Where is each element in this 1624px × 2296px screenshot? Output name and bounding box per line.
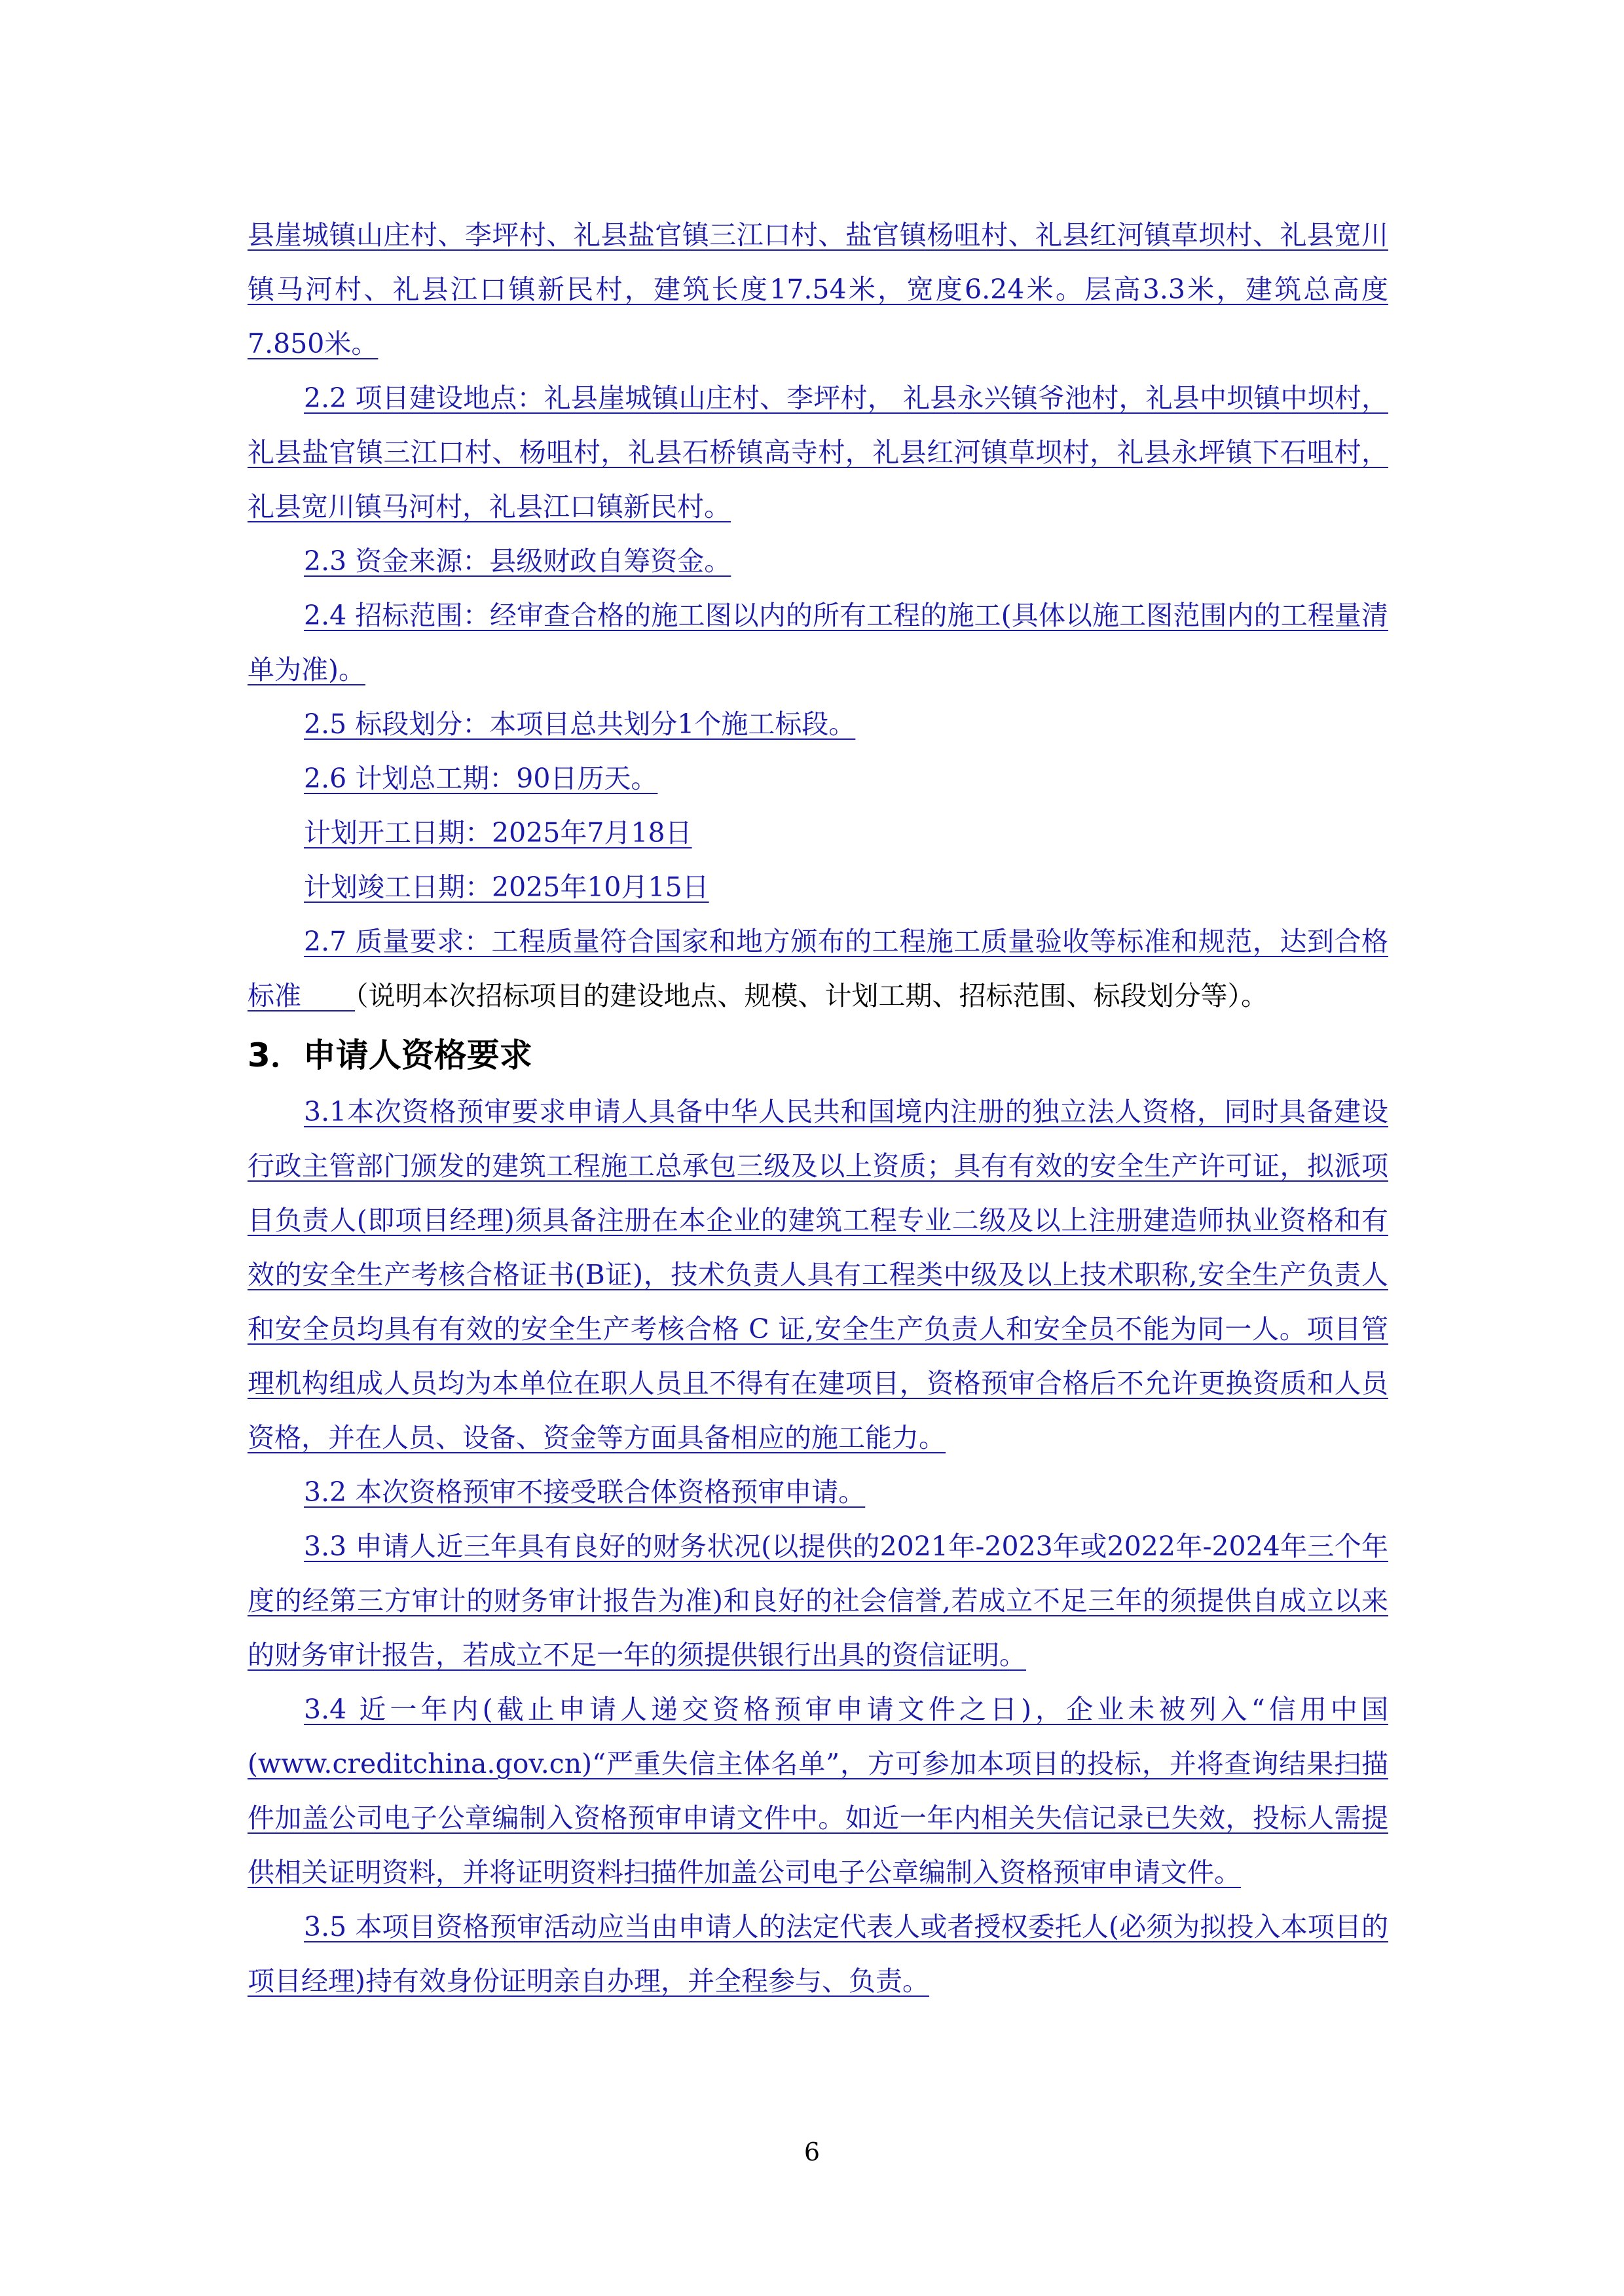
construction-location-text: 2.2 项目建设地点：礼县崖城镇山庄村、李坪村， 礼县永兴镇爷池村，礼县中坝镇中坝村，礼县盐官镇三江口村、杨咀村，礼县石桥镇高寺村，礼县红河镇草坝村，礼县永坪镇下石咀村，礼县宽川镇马河村，礼县江口镇新民村。 <box>248 382 1388 522</box>
funding-source-text: 2.3 资金来源：县级财政自筹资金。 <box>304 545 731 577</box>
funding-source-paragraph <box>248 534 1388 589</box>
total-duration-paragraph <box>248 752 1388 806</box>
quality-requirement-text: 2.7 质量要求：工程质量符合国家和地方颁布的工程施工质量验收等标准和规范，达到合格标准 <box>248 926 1388 1011</box>
page-content <box>248 208 1388 2009</box>
bidding-scope-paragraph <box>248 589 1388 697</box>
qualification-paragraph-2 <box>248 1465 1388 1520</box>
project-scale-text: 县崖城镇山庄村、李坪村、礼县盐官镇三江口村、盐官镇杨咀村、礼县红河镇草坝村、礼县宽川镇马河村、礼县江口镇新民村，建筑长度17.54米，宽度6.24米。层高3.3米，建筑总高度7.850米。 <box>248 219 1388 359</box>
qualification-paragraph-4 <box>248 1683 1388 1900</box>
start-date-text: 计划开工日期：2025年7月18日 <box>304 817 692 848</box>
quality-requirement-note: （说明本次招标项目的建设地点、规模、计划工期、招标范围、标段划分等）。 <box>355 980 1268 1011</box>
qualification-text-1: 3.1本次资格预审要求申请人具备中华人民共和国境内注册的独立法人资格，同时具备建设行政主管部门颁发的建筑工程施工总承包三级及以上资质；具有有效的安全生产许可证，拟派项目负责人(即项目经理)须具备注册在本企业的建筑工程专业二级及以上注册建造师执业资格和有效的安全生产考核合格证书(B证)，技术负责人具有工程类中级及以上技术职称,安全生产负责人和安全员均具有有效的安全生产考核合格 C 证,安全生产负责人和安全员不能为同一人。项目管理机构组成人员均为本单位在职人员且不得有在建项目，资格预审合格后不允许更换资质和人员资格，并在人员、设备、资金等方面具备相应的施工能力。 <box>248 1096 1388 1453</box>
qualification-text-5: 3.5 本项目资格预审活动应当由申请人的法定代表人或者授权委托人(必须为拟投入本项目的项目经理)持有效身份证明亲自办理，并全程参与、负责。 <box>248 1911 1388 1997</box>
bidding-scope-text: 2.4 招标范围：经审查合格的施工图以内的所有工程的施工(具体以施工图范围内的工程量清单为准)。 <box>248 600 1388 685</box>
qualification-paragraph-1 <box>248 1085 1388 1465</box>
qualification-text-2: 3.2 本次资格预审不接受联合体资格预审申请。 <box>304 1476 866 1508</box>
project-scale-paragraph <box>248 208 1388 371</box>
qualification-paragraph-3 <box>248 1520 1388 1683</box>
section-3-heading: 3．申请人资格要求 <box>248 1036 532 1074</box>
section-division-text: 2.5 标段划分：本项目总共划分1个施工标段。 <box>304 708 856 740</box>
start-date-paragraph <box>248 806 1388 860</box>
qualification-paragraph-5 <box>248 1900 1388 2009</box>
total-duration-text: 2.6 计划总工期：90日历天。 <box>304 763 658 794</box>
page-number: 6 <box>803 2138 821 2166</box>
section-division-paragraph <box>248 697 1388 752</box>
end-date-paragraph <box>248 860 1388 915</box>
qualification-text-4: 3.4 近一年内(截止申请人递交资格预审申请文件之日)，企业未被列入“信用中国(www.creditchina.gov.cn)“严重失信主体名单”，方可参加本项目的投标，并将查询结果扫描件加盖公司电子公章编制入资格预审申请文件中。如近一年内相关失信记录已失效，投标人需提供相关证明资料，并将证明资料扫描件加盖公司电子公章编制入资格预审申请文件。 <box>248 1694 1388 1888</box>
qualification-text-3: 3.3 申请人近三年具有良好的财务状况(以提供的2021年-2023年或2022年-2024年三个年度的经第三方审计的财务审计报告为准)和良好的社会信誉,若成立不足三年的须提供自成立以来的财务审计报告，若成立不足一年的须提供银行出具的资信证明。 <box>248 1531 1388 1671</box>
construction-location-paragraph <box>248 371 1388 534</box>
end-date-text: 计划竣工日期：2025年10月15日 <box>304 871 709 903</box>
quality-requirement-paragraph <box>248 915 1388 1023</box>
